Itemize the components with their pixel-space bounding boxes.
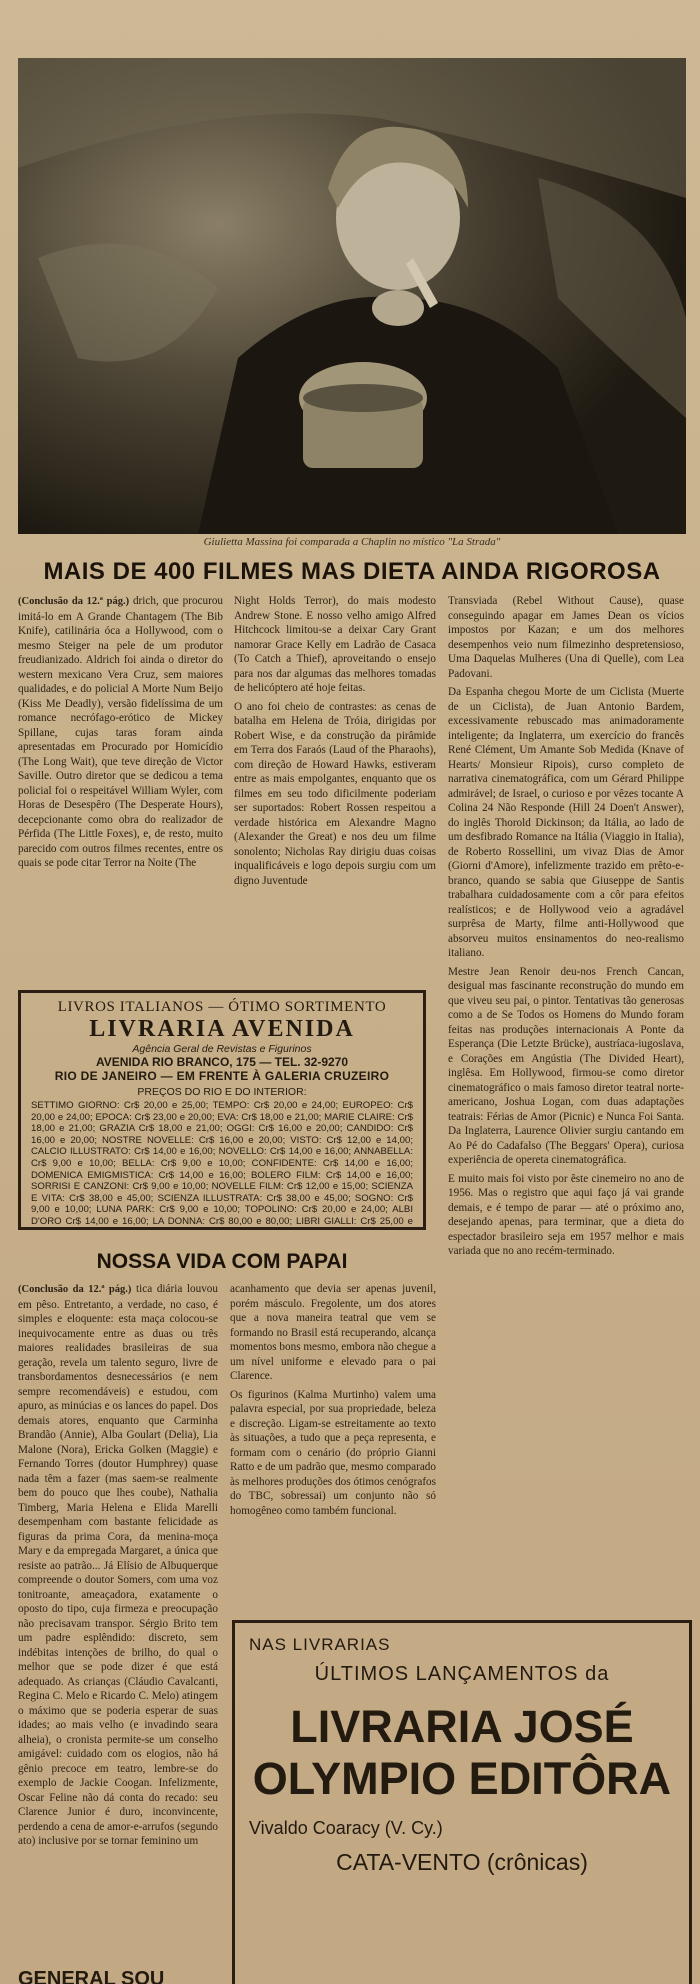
column-text-4: E muito mais foi visto por êste cinemeiro no ano de 1956. Mas o registro que aqui faço já vai grande demais, e é tempo de parar — até o próximo ano, desejando apenas, para terminar, que a dieta do espectador brasileiro seja em 1957 melhor e mais variada que no ano recém-terminado. bbox=[448, 1172, 684, 1257]
main-article-column-1 bbox=[18, 594, 223, 986]
partial-heading: GENERAL SOU bbox=[18, 1968, 165, 1984]
ad-publisher-name: LIVRARIA JOSÉ bbox=[290, 1701, 634, 1752]
column-text: Transviada (Rebel Without Cause), quase conseguindo apagar em James Dean os vícios impostos por Kazan; e um dos melhores desempenhos veio num filmezinho despretensioso, Uma Daquelas Mulheres (Una di Quelle), com Lea Padovani. bbox=[448, 595, 684, 680]
column-text: Night Holds Terror), do mais modesto Andrew Stone. E nosso velho amigo Alfred Hitchcock limitou-se a deixar Cary Grant namorar Grace Kelly em Ladrão de Casaca (To Catch a Thief), aproveitando o ensejo para nos dar algumas das melhores tomadas de helicóptero até hoje feitas. bbox=[234, 595, 436, 694]
main-headline: MAIS DE 400 FILMES MAS DIETA AINDA RIGOROSA bbox=[43, 558, 661, 585]
ad-book-title: CATA-VENTO (crônicas) bbox=[336, 1849, 588, 1875]
papai-column-2 bbox=[230, 1282, 436, 1612]
photo-illustration bbox=[18, 58, 686, 534]
column-text: tica diária louvou em pêso. Entretanto, a verdade, no caso, é simples e eloquente: esta maça colocou-se inequivocamente entre as duas ou três maiores realidades brasileiras de sua geração, revela um talento seguro, livre de transbordamentos desnecessários (e nem sempre recomendáveis) e estudou, com apuro, as minúcias e os lances do papel. Dos demais atores, enquanto que Carminha Brandão (Annie), Alba Goulart (Delia), Lia Malone (Nora), Ericka Golken (Maggie) e Fernando Torres (doutor Humphrey) quase nada têm a fazer (mas saem-se realmente bem do pouco que lhes coube), Nathalia Timberg, Maria Helena e Elida Marelli desempenham com bastante felicidade as figuras da prima Cora, da menina-moça Mary e da empregada Margaret, a única que resiste ao patrão... Já Elísio de Albuquerque compreende o doutor Somers, com uma voz tonitroante, ameaçadora, exatamente o oposto do tipo, cuja firmeza e preocupação não precisavam transpor. Sérgio Brito tem um padre esplêndido: discreto, sem indébitas intenções de brilho, do qual o melhor que se pode dizer é que está adequado. As crianças (Cláudio Cavalcanti, Regina C. Melo e Ricardo C. Melo) atingem o máximo que se poderia esperar de suas idades; ao mais velho (e invadindo seara alheia), o cronista permite-se um conselho amigável: cuidado com os elogios, não há gênio precoce em teatro, lembre-se do exemplo de Jackie Coogan. Infelizmente, Oscar Feline não dá conta do recado: seu Clarence Junior é duro, inconvincente, perdendo a cena de amor-e-arrufos (segundo ato) inclusive por se tornar feminino um bbox=[18, 1283, 218, 1847]
column-text: drich, que procurou imitá-lo em A Grande Chantagem (The Bib Knife), catilinária óca a Hollywood, com o mesmo Steiger na pele de um produtor freudianizado. Aldrich foi ainda o diretor do western mexicano Vera Cruz, sem maiores qualidades, e do policial A Morte Num Beijo (Kiss Me Deadly), versão fidelíssima de um romance necrófago-erótico de Mickey Spillane, cujas taras foram ainda apresentadas em Procurado por Homicídio (The Long Wait), que teve direção de Victor Saville. Outro diretor que se dedicou a tema policial foi o respeitável William Wyler, com Horas de Desespêro (The Desperate Hours), decepcionante como obra do realizador de Pérfida (The Little Foxes), e, de resto, muito parecido com outros filmes recentes, entre os quais se pode citar Terror na Noite (The bbox=[18, 595, 223, 869]
ad-prices-heading: PREÇOS DO RIO E DO INTERIOR: bbox=[137, 1086, 307, 1098]
jose-olympio-ad bbox=[232, 1620, 692, 1984]
column-text: acanhamento que devia ser apenas juvenil, porém másculo. Fregolente, um dos atores que a nova maneira teatral que vem se formando no Brasil está recuperando, alcança momentos bons mesmo, embora não chegue a um nível uniforme e elevado para o pai Clarence. bbox=[230, 1283, 436, 1382]
ad-location: RIO DE JANEIRO — EM FRENTE À GALERIA CRUZEIRO bbox=[54, 1069, 390, 1083]
main-article-column-3 bbox=[448, 594, 684, 1616]
livraria-avenida-ad bbox=[18, 990, 426, 1230]
ad-store-name: LIVRARIA AVENIDA bbox=[89, 1016, 355, 1042]
ad-line: LIVROS ITALIANOS — ÓTIMO SORTIMENTO bbox=[57, 999, 387, 1015]
continuation-note: (Conclusão da 12.ª pág.) bbox=[18, 596, 130, 607]
photo-giulietta-masina bbox=[18, 58, 686, 534]
column-text-2: Os figurinos (Kalma Murtinho) valem uma palavra especial, por sua propriedade, beleza e discreção. Ligam-se estreitamente ao texto às situações, a tudo que a peça representa, e formam com o cenário (do próprio Gianni Ratto e de um padrão que, mesmo comparado às melhores produções dos ótimos cenógrafos do TBC, sobressai) um conjunto não só homogêneo como também funcional. bbox=[230, 1388, 436, 1517]
column-text-2: Da Espanha chegou Morte de um Ciclista (Muerte de un Ciclista), de Juan Antonio Bardem, excessivamente rebuscado mas animadoramente inteligente; da Inglaterra, um exercício do francês René Clément, Um Amante Sob Medida (Knave of Hearts/ Monsieur Ripois), curso completo de narrativa cinematográfica, com um Gérard Philippe admirável; de Israel, o curioso e por vêzes tocante A Colina 24 Não Responde (Hill 24 Doen't Answer), do inglês Thorold Dickinson; da Itália, ao lado de um desfibrado Romance na Itália (Viaggio in Italia), de Roberto Rossellini, um vivaz Dias de Amor (Giorni d'Amore), infelizmente trazido em prêto-e-branco, quando se sabia que Giuseppe de Santis trabalhara cuidadosamente com a côr para efeitos realísticos; e de Hollywood veio a agradável surprêsa de Marty, filme anti-Hollywood que absorveu muitos ensinamentos do neo-realismo italiano. bbox=[448, 686, 684, 959]
photo-caption: Giulietta Massina foi comparada a Chaplin no místico "La Strada" bbox=[203, 536, 501, 548]
column-text-2: O ano foi cheio de contrastes: as cenas de batalha em Helena de Tróia, dirigidas por Robert Wise, e da construção da pirâmide em Terra dos Faraós (Laud of the Pharaohs), com direção de Howard Hawks, estiveram entre as mais empolgantes, enquanto que os filmes em seu todo dificilmente poderiam ser suportados: Robert Rossen respeitou a verdade histórica em Alexandre Magno (Alexander the Great) e nos deu um filme sonolento; Nicholas Ray dirigiu duas coisas inqualificáveis e logo depois surgiu com um digno Juventude bbox=[234, 700, 436, 887]
ad-publisher-name-2: OLYMPIO EDITÔRA bbox=[252, 1753, 672, 1804]
column-text-3: Mestre Jean Renoir deu-nos French Cancan, desigual mas fascinante reconstrução do mundo em que viveu seu pai, o pintor. Tentativas tão generosas como a de Se Todos os Homens do Mundo foram feitas nas produções internacionais A Ponte da Esperança (Die Letzte Brücke), austríaca-iugoslava, e Corações em Angústia (The Divided Heart), inglêsa. Em Hollywood, firmou-se como diretor cinematográfico o mais famoso diretor teatral norte-americano, Joshua Logan, com duas adaptações teatrais: Férias de Amor (Picnic) e Nunca Foi Santa. Da Inglaterra, Laurence Olivier surgiu cantando em Ao Pé do Cadafalso (The Beggars' Opera), curiosa experiência de opereta cinematográfica. bbox=[448, 965, 684, 1166]
ad-address: AVENIDA RIO BRANCO, 175 — TEL. 32-9270 bbox=[95, 1055, 349, 1069]
papai-headline: NOSSA VIDA COM PAPAI bbox=[96, 1250, 348, 1273]
ad-line: NAS LIVRARIAS bbox=[249, 1635, 391, 1654]
ad-prices-list: SETTIMO GIORNO: Cr$ 20,00 e 25,00; TEMPO: Cr$ 20,00 e 24,00; EUROPEO: Cr$ 20,00 e 24,00; EPOCA: Cr$ 23,00 e 20,00; EVA: Cr$ 18,00 e 21,00; MARIE CLAIRE: Cr$ 18,00 e 21,00; GRAZIA Cr$ 18,00 e 21,00; OGGI: Cr$ 16,00 e 20,00; CANDIDO: Cr$ 16,00 e 20,00; NOSTRE NOVELLE: Cr$ 16,00 e 20,00; VISTO: Cr$ 12,00 e 14,00; CALCIO ILLUSTRATO: Cr$ 14,00 e 16,00; NOVELLO: Cr$ 14,00 e 16,00; ANNABELLA: Cr$ 9,00 e 10,00; BELLA: Cr$ 9,00 e 10,00; CONFIDENTE: Cr$ 14,00 e 16,00; DOMENICA EMIGMISTICA: Cr$ 14,00 e 16,00; BOLERO FILM: Cr$ 14,00 e 16,00; SORRISI E CANZONI: Cr$ 9,00 e 10,00; NOVELLE FILM: Cr$ 12,00 e 15,00; SCIENZA E VITA: Cr$ 38,00 e 45,00; SCIENZA ILLUSTRATA: Cr$ 38,00 e 45,00; SOGNO: Cr$ 9,00 e 10,00; LUNA PARK: Cr$ 9,00 e 10,00; TOPOLINO: Cr$ 20,00 e 24,00; ALBI D'ORO Cr$ 14,00 e 16,00; LA DONNA: Cr$ 80,00 e 80,00; LIBRI GIALLI: Cr$ 25,00 e bbox=[31, 1100, 413, 1227]
ad-line: ÚLTIMOS LANÇAMENTOS da bbox=[314, 1663, 610, 1685]
papai-column-1 bbox=[18, 1282, 218, 1966]
continuation-note: (Conclusão da 12.ª pág.) bbox=[18, 1284, 132, 1295]
ad-line: Agência Geral de Revistas e Figurinos bbox=[132, 1043, 312, 1055]
main-article-column-2 bbox=[234, 594, 436, 986]
ad-author: Vivaldo Coaracy (V. Cy.) bbox=[249, 1818, 443, 1838]
